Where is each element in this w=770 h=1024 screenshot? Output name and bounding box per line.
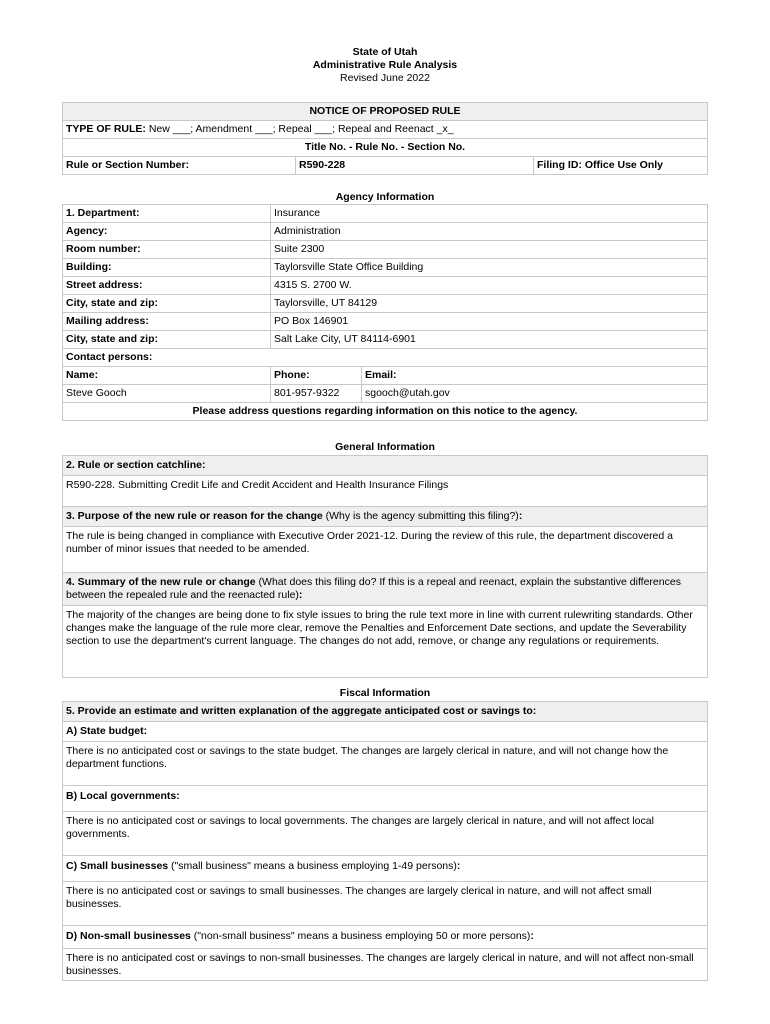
- agency-row: [62, 241, 708, 259]
- local-gov-label: B) Local governments:: [62, 786, 708, 812]
- revision-date: Revised June 2022: [340, 72, 430, 84]
- agency-row: [62, 277, 708, 295]
- general-table: [62, 455, 708, 678]
- small-business-label: C) Small businesses: [66, 860, 169, 872]
- small-business-colon: :: [456, 860, 461, 872]
- agency-field-label: Building:: [66, 261, 112, 273]
- agency-field-label: City, state and zip:: [66, 333, 158, 345]
- agency-footer: Please address questions regarding information on this notice to the agency.: [192, 405, 578, 417]
- agency-field-value: Taylorsville, UT 84129: [270, 295, 707, 312]
- summary-value: The majority of the changes are being done to fix style issues to bring the rule text more in line with current rulewriting standards. Other changes make the language of the rule more clear, remove the Penalties and Enforcement Date sections, and update the Severability section to use the department's current language. The changes do not add, remove, or change any regulations or requirements.: [62, 606, 708, 678]
- fiscal-caption: Fiscal Information: [339, 687, 431, 699]
- non-small-business-value: There is no anticipated cost or savings to non-small businesses. The changes are largely clerical in nature, and will not affect non-small businesses.: [62, 949, 708, 981]
- agency-row: [62, 259, 708, 277]
- purpose-sub: (Why is the agency submitting this filing?): [322, 510, 519, 522]
- contact-email[interactable]: sgooch@utah.gov: [361, 385, 707, 402]
- agency-table: [62, 204, 708, 421]
- agency-field-label: Agency:: [66, 225, 108, 237]
- small-business-sub: ("small business" means a business employing 1-49 persons): [168, 860, 457, 872]
- phone-column-label: Phone:: [270, 367, 361, 384]
- type-of-rule-value: New ___; Amendment ___; Repeal ___; Repeal and Reenact _x_: [145, 123, 454, 135]
- notice-title-row: [62, 102, 708, 121]
- agency-field-label: Room number:: [66, 243, 141, 255]
- non-small-business-sub: ("non-small business" means a business employing 50 or more persons): [190, 930, 531, 942]
- agency-field-label: 1. Department:: [66, 207, 140, 219]
- title-no-row: [62, 139, 708, 157]
- contact-row: [62, 385, 708, 403]
- agency-field-value: Insurance: [270, 205, 707, 222]
- rule-number-value: R590-228: [295, 157, 533, 174]
- summary-label: 4. Summary of the new rule or change: [66, 576, 256, 588]
- contact-phone: 801-957-9322: [270, 385, 361, 402]
- fiscal-table: [62, 701, 708, 981]
- email-column-label: Email:: [361, 367, 707, 384]
- rule-number-label: Rule or Section Number:: [66, 159, 190, 171]
- notice-table: [62, 102, 708, 175]
- agency-row: [62, 331, 708, 349]
- non-small-business-colon: :: [530, 930, 534, 942]
- analysis-title: Administrative Rule Analysis: [312, 59, 458, 71]
- agency-field-value: 4315 S. 2700 W.: [270, 277, 707, 294]
- name-column-label: Name:: [66, 369, 99, 381]
- notice-title: NOTICE OF PROPOSED RULE: [309, 105, 461, 117]
- small-business-value: There is no anticipated cost or savings to small businesses. The changes are largely clerical in nature, and will not affect small businesses.: [62, 882, 708, 926]
- agency-caption: Agency Information: [335, 191, 435, 203]
- contact-persons-row: [62, 349, 708, 367]
- agency-field-value: Taylorsville State Office Building: [270, 259, 707, 276]
- non-small-business-label-row: [62, 926, 708, 949]
- rule-number-row: [62, 157, 708, 175]
- summary-label-row: [62, 573, 708, 606]
- title-no-label: Title No. - Rule No. - Section No.: [304, 141, 466, 153]
- document-header: [0, 46, 770, 85]
- catchline-value: R590-228. Submitting Credit Life and Credit Accident and Health Insurance Filings: [62, 476, 708, 507]
- general-caption: General Information: [335, 441, 435, 453]
- state-title: State of Utah: [352, 46, 418, 58]
- agency-field-value: Suite 2300: [270, 241, 707, 258]
- summary-sub: (What does this filing do? If this is a repeal and reenact, explain the substantive differences between the repealed rule and the reenacted rule): [66, 576, 681, 601]
- type-of-rule-label: TYPE OF RULE:: [66, 123, 146, 135]
- contact-header-row: [62, 367, 708, 385]
- agency-row: [62, 313, 708, 331]
- agency-field-label: Street address:: [66, 279, 143, 291]
- summary-colon: :: [298, 589, 303, 601]
- purpose-label-row: [62, 507, 708, 527]
- agency-field-value: PO Box 146901: [270, 313, 707, 330]
- local-gov-value: There is no anticipated cost or savings to local governments. The changes are largely clerical in nature, and will not affect local governments.: [62, 812, 708, 856]
- purpose-value: The rule is being changed in compliance with Executive Order 2021-12. During the review of this rule, the department discovered a number of minor issues that needed to be amended.: [62, 527, 708, 573]
- state-budget-label: A) State budget:: [62, 722, 708, 742]
- filing-id: Filing ID: Office Use Only: [533, 157, 707, 174]
- agency-field-label: Mailing address:: [66, 315, 149, 327]
- catchline-label: 2. Rule or section catchline:: [62, 455, 708, 476]
- agency-row: [62, 204, 708, 223]
- agency-footer-row: [62, 403, 708, 421]
- purpose-label: 3. Purpose of the new rule or reason for the change: [66, 510, 323, 522]
- agency-field-value: Salt Lake City, UT 84114-6901: [270, 331, 707, 348]
- estimate-label: 5. Provide an estimate and written explanation of the aggregate anticipated cost or savings to:: [62, 701, 708, 722]
- state-budget-value: There is no anticipated cost or savings to the state budget. The changes are largely clerical in nature, and will not change how the department functions.: [62, 742, 708, 786]
- agency-row: [62, 295, 708, 313]
- contact-persons-label: Contact persons:: [66, 351, 153, 363]
- purpose-colon: :: [518, 510, 523, 522]
- type-of-rule-row: [62, 121, 708, 139]
- non-small-business-label: D) Non-small businesses: [66, 930, 191, 942]
- agency-row: [62, 223, 708, 241]
- agency-field-value: Administration: [270, 223, 707, 240]
- agency-field-label: City, state and zip:: [66, 297, 158, 309]
- small-business-label-row: [62, 856, 708, 882]
- contact-name: Steve Gooch: [66, 387, 127, 399]
